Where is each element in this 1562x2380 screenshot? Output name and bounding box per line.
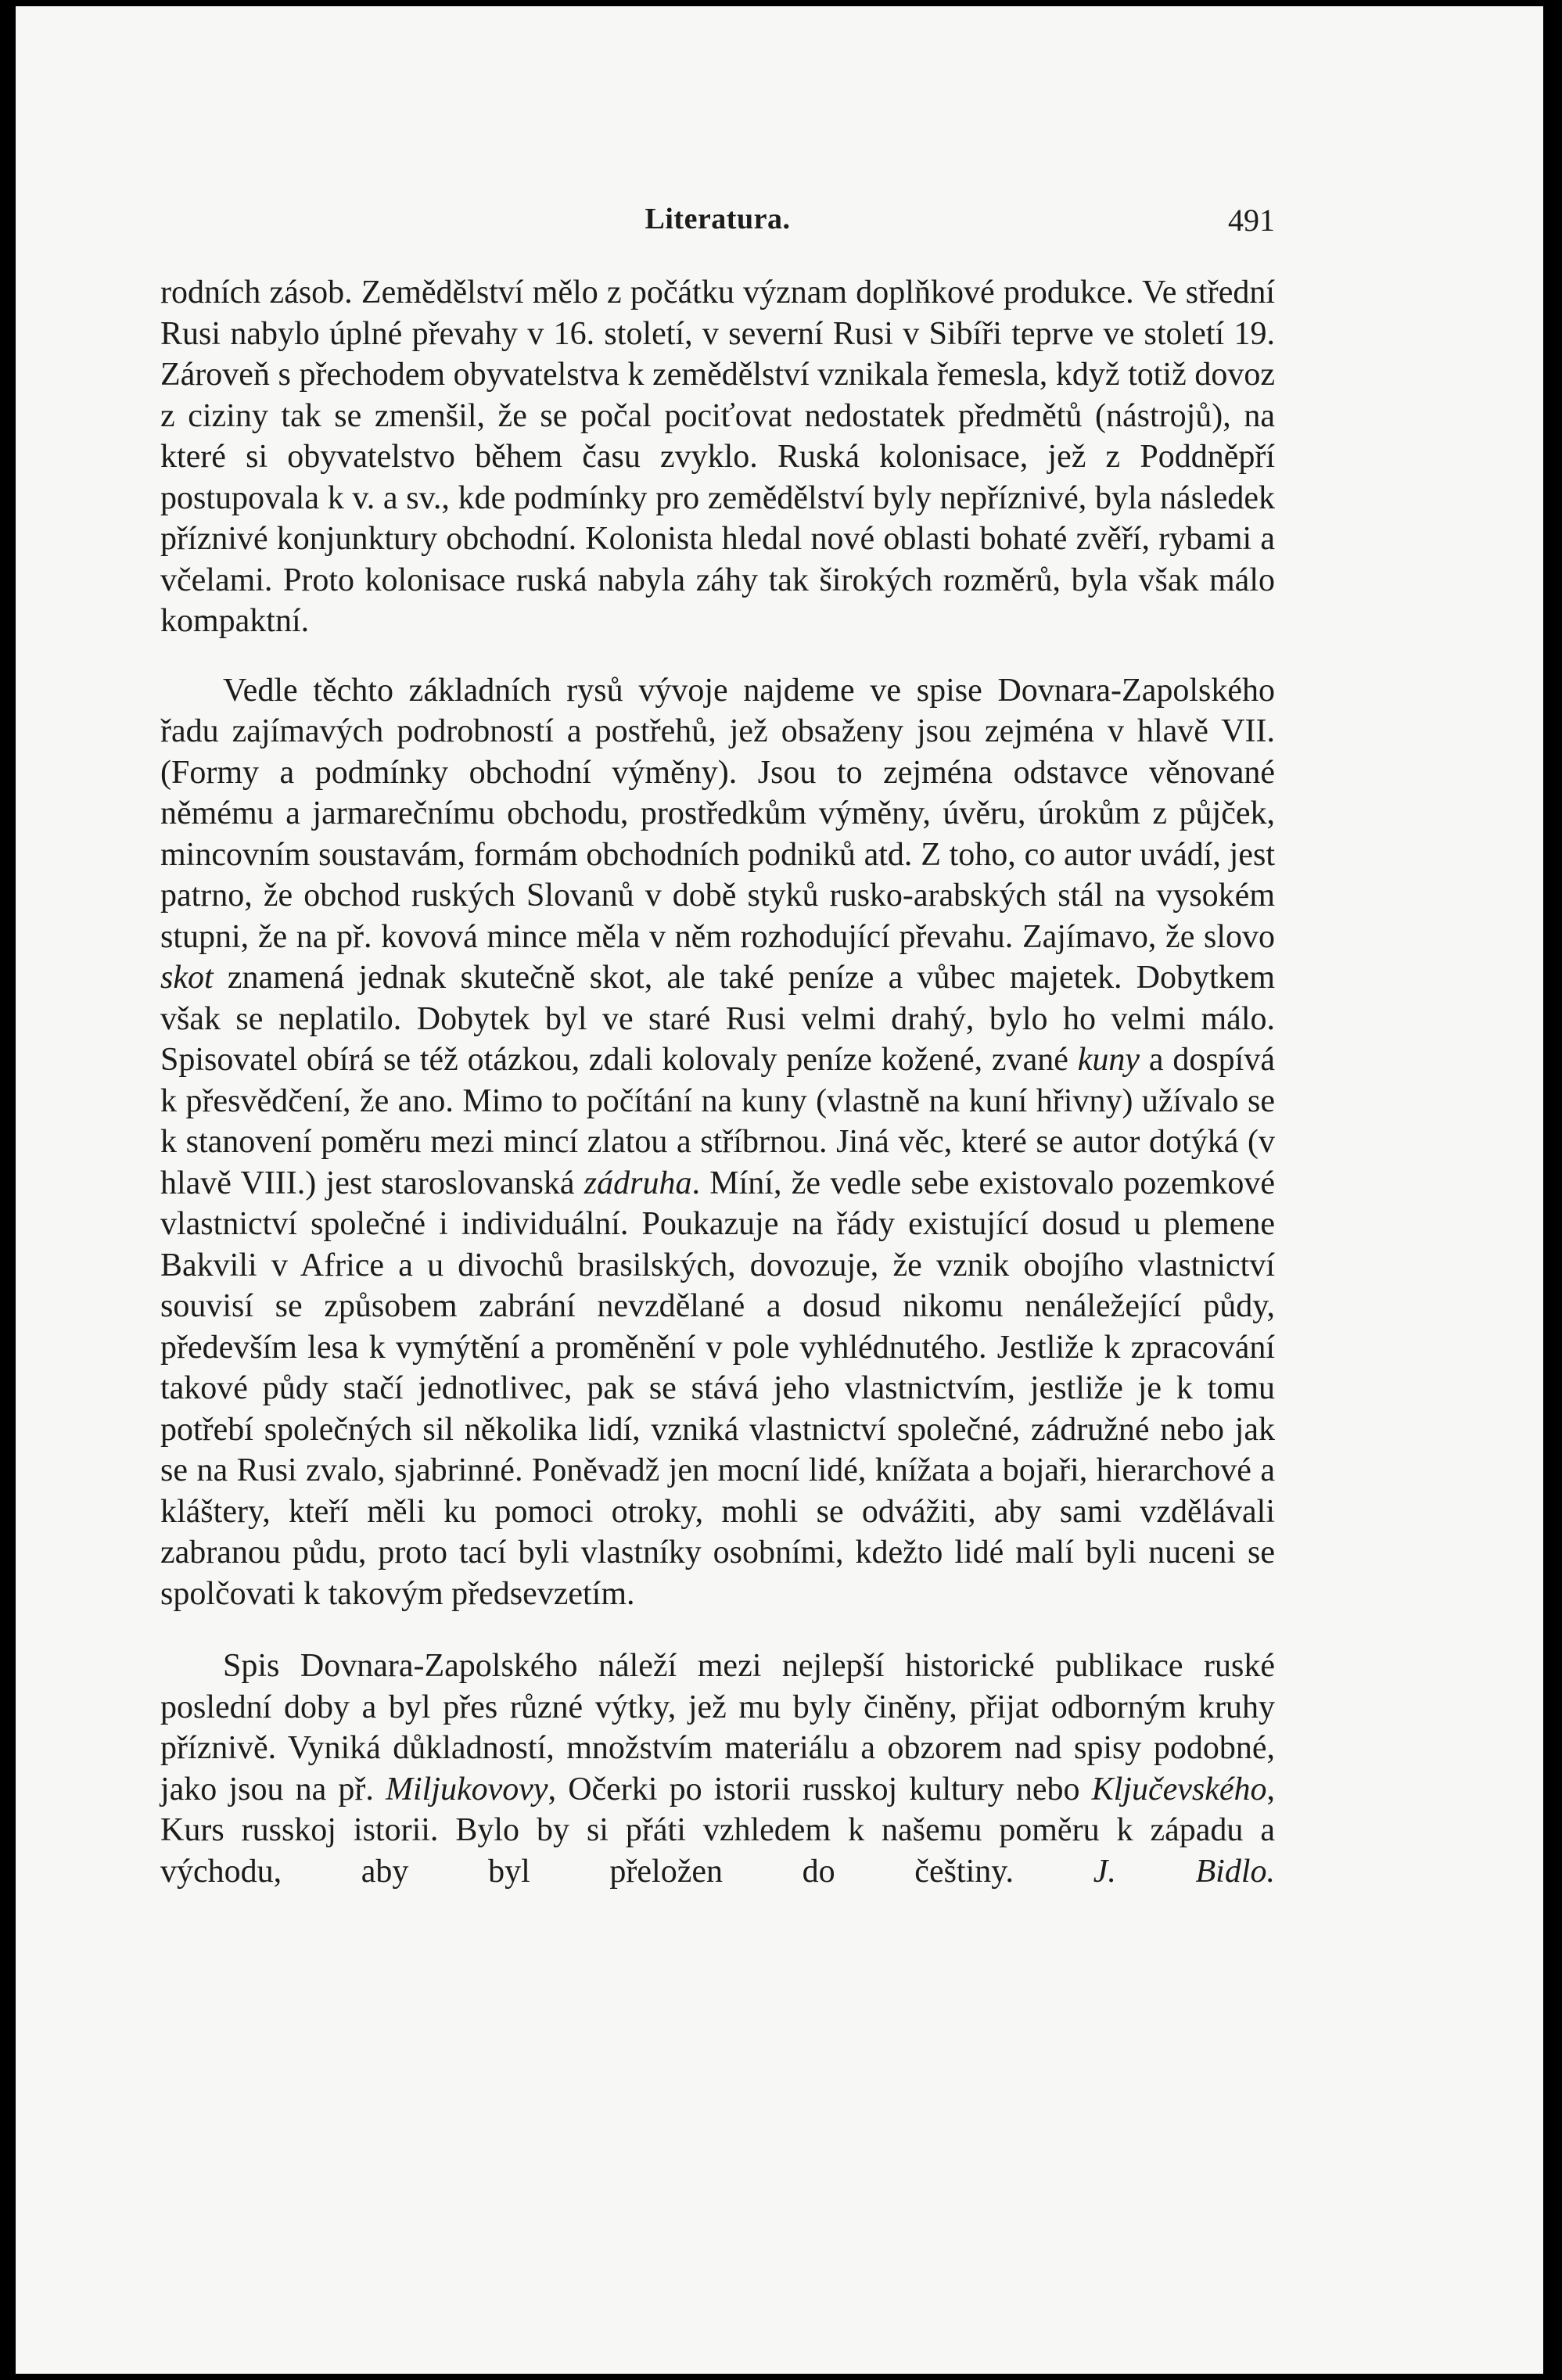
running-head: [160, 202, 1275, 249]
paragraph-2-text-b: znamená jednak skutečně skot, ale také peníze a vůbec majetek. Dobytkem však se neplatilo. Dobytek byl ve staré Rusi velmi drahý, bylo ho velmi málo. Spisovatel obírá se též otázkou, zdali kolovaly peníze kožené, zvané: [160, 960, 1275, 1078]
paragraph-3-text-a: Spis Dovnara-Zapolského náleží mezi nejlepší historické publikace ruské poslední doby a byl přes různé výtky, jež mu byly činěny, přijat odborným kruhy příznivě. Vyniká důkladností, množstvím materiálu a obzorem nad spisy podobné, jako jsou na př.: [160, 1648, 1275, 1807]
running-title: Literatura.: [645, 203, 791, 235]
paragraph-1: rodních zásob. Zemědělství mělo z počátku význam doplňkové produkce. Ve střední Rusi nabylo úplné převahy v 16. století, v severní Rusi v Sibíři teprve ve století 19. Zároveň s přechodem obyvatelstva k zemědělství vznikala řemesla, když totiž dovoz z ciziny tak se zmenšil, že se počal pociťovat nedostatek předmětů (nástrojů), na které si obyvatelstvo během času zvyklo. Ruská kolonisace, jež z Poddněpří postupovala k v. a sv., kde podmínky pro zemědělství byly nepříznivé, byla následek příznivé konjunktury obchodní. Kolonista hledal nové oblasti bohaté zvěří, rybami a včelami. Proto kolonisace ruská nabyla záhy tak širokých rozměrů, byla však málo kompaktní.: [160, 275, 1275, 639]
term-skot: skot: [160, 960, 214, 996]
term-kuny: kuny: [1077, 1042, 1140, 1078]
document-page: [16, 6, 1543, 2374]
paragraph-2-text-a: Vedle těchto základních rysů vývoje najdeme ve spise Dovnara-Zapolského řadu zajímavých podrobností a postřehů, jež obsaženy jsou zejména v hlavě VII. (Formy a podmínky obchodní výměny). Jsou to zejména odstavce věnované němému a jarmarečnímu obchodu, prostředkům výměny, úvěru, úrokům z půjček, mincovním soustavám, formám obchodních podniků atd. Z toho, co autor uvádí, jest patrno, že obchod ruských Slovanů v době styků rusko-arabských stál na vysokém stupni, že na př. kovová mince měla v něm rozhodující převahu. Zajímavo, že slovo: [160, 672, 1275, 955]
term-zadruha: zádruha: [584, 1165, 692, 1201]
author-miljukov: Miljukovovy: [386, 1771, 548, 1807]
author-kljucevsky: Ključevského: [1091, 1771, 1267, 1807]
paragraph-3-text-b: , Očerki po istorii russkoj kultury nebo: [548, 1771, 1092, 1807]
page-number: 491: [1228, 203, 1275, 238]
paragraph-2-text-d: . Míní, že vedle sebe existovalo pozemkové vlastnictví společné i individuální. Poukazuje na řády existující dosud u plemene Bakvili v Africe a u divochů brasilských, dovozuje, že vznik obojího vlastnictví souvisí se způsobem zabrání nevzdělané a dosud nikomu nenáležející půdy, především lesa k vymýtění a proměnění v pole vyhlédnutého. Jestliže k zpracování takové půdy stačí jednotlivec, pak se stává jeho vlastnictvím, jestliže je k tomu potřebí společných sil několika lidí, vzniká vlastnictví společné, zádružné nebo jak se na Rusi zvalo, sjabrinné. Poněvadž jen mocní lidé, knížata a bojaři, hierarchové a kláštery, kteří měli ku pomoci otroky, mohli se odvážiti, aby sami vzdělávali zabranou půdu, proto tací byli vlastníky osobními, kdežto lidé malí byli nuceni se spolčovati k takovým předsevzetím.: [160, 1165, 1276, 1612]
paragraph-2: [160, 670, 1275, 1615]
signature: J. Bidlo.: [1093, 1853, 1275, 1890]
paragraph-3-text-c: , Kurs russkoj istorii. Bylo by si přáti vzhledem k našemu poměru k západu a východu, aby byl přeložen do češtiny.: [160, 1771, 1276, 1890]
paragraph-2-text-c: a dospívá k přesvědčení, že ano. Mimo to počítání na kuny (vlastně na kuní hřivny) užívalo se k stanovení poměru mezi mincí zlatou a stříbrnou. Jiná věc, které se autor dotýká (v hlavě VIII.) jest staroslovanská: [160, 1042, 1275, 1201]
paragraph-3: [160, 1646, 1275, 1892]
body-text: [160, 272, 1275, 1892]
